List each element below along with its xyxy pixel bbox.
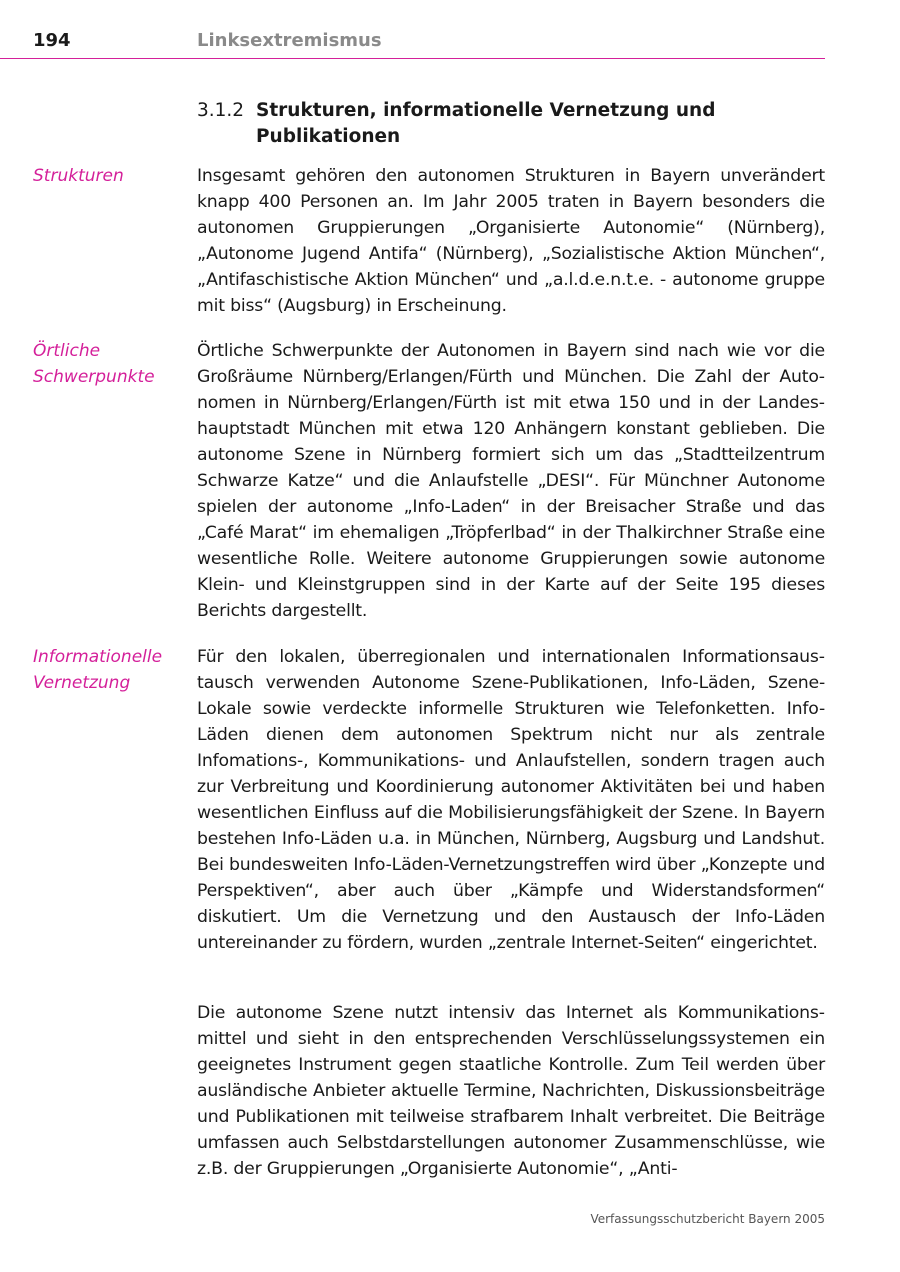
margin-note-oertliche-schwerpunkte: Örtliche Schwerpunkte <box>33 341 155 387</box>
paragraph-informationelle-vernetzung: Für den lokalen, überregionalen und internationalen Informationsaustausch verwenden Autonome Szene-Publikationen, Info-Läden, Szene-Lokale sowie verdeckte informelle Strukturen wie Telefonketten. Info-Läden dienen dem autonomen Spektrum nicht nur als zentrale Infomations-, Kommunikations- und Anlaufstellen, sondern tragen auch zur Verbreitung und Koordinierung autonomer Aktivitäten bei und haben wesentlichen Einfluss auf die Mobilisierungsfähigkeit der Szene. In Bayern bestehen Info-Läden u.a. in München, Nürnberg, Augsburg und Landshut. Bei bundesweiten Info-Läden-Vernetzungstreffen wird über „Konzepte und Perspektiven“, aber auch über „Kämpfe und Widerstandsformen“ diskutiert. Um die Vernetzung und den Austausch der Info-Läden untereinander zu fördern, wurden „zentrale Internet-Seiten“ eingerichtet. <box>197 647 825 953</box>
running-title: Linksextremismus <box>197 30 382 51</box>
margin-note-informationelle-vernetzung: Informationelle Vernetzung <box>33 647 163 693</box>
page-header <box>0 28 825 59</box>
paragraph-internet: Die autonome Szene nutzt intensiv das Internet als Kommunikationsmittel und sieht in den entsprechenden Verschlüsselungssystemen ein geeignetes Instrument gegen staatliche Kontrolle. Zum Teil werden über ausländische Anbieter aktuelle Termine, Nachrichten, Diskussionsbeiträge und Publikationen mit teilweise strafbarem Inhalt verbreitet. Die Beiträge umfassen auch Selbstdarstellungen autonomer Zusammenschlüsse, wie z.B. der Gruppierungen „Organisierte Autonomie“, „Anti- <box>197 1003 825 1179</box>
paragraph-oertliche-schwerpunkte: Örtliche Schwerpunkte der Autonomen in Bayern sind nach wie vor die Großräume Nürnberg/Erlangen/Fürth und München. Die Zahl der Autonomen in Nürnberg/Erlangen/Fürth ist mit etwa 150 und in der Landeshauptstadt München mit etwa 120 Anhängern konstant geblieben. Die autonome Szene in Nürnberg formiert sich um das „Stadtteilzentrum Schwarze Katze“ und die Anlaufstelle „DESI“. Für Münchner Autonome spielen der autonome „Info-Laden“ in der Breisacher Straße und das „Café Marat“ im ehemaligen „Tröpferlbad“ in der Thalkirchner Straße eine wesentliche Rolle. Weitere autonome Gruppierungen sowie autonome Klein- und Kleinstgruppen sind in der Karte auf der Seite 195 dieses Berichts dargestellt. <box>197 341 825 621</box>
section-heading <box>197 98 825 150</box>
margin-note-strukturen: Strukturen <box>33 166 124 186</box>
section-number: 3.1.2 <box>197 100 245 121</box>
page-footer: Verfassungsschutzbericht Bayern 2005 <box>590 1212 825 1226</box>
page-number: 194 <box>33 30 71 51</box>
paragraph-strukturen: Insgesamt gehören den autonomen Strukturen in Bayern unverändert knapp 400 Personen an. Im Jahr 2005 traten in Bayern besonders die autonomen Gruppierungen „Organisierte Autonomie“ (Nürnberg), „Autonome Jugend Antifa“ (Nürnberg), „Sozialistische Aktion München“, „Antifaschistische Aktion München“ und „a.l.d.e.n.t.e. - autonome gruppe mit biss“ (Augsburg) in Erscheinung. <box>197 166 825 316</box>
section-title: Strukturen, informationelle Vernetzung und Publikationen <box>256 100 716 147</box>
